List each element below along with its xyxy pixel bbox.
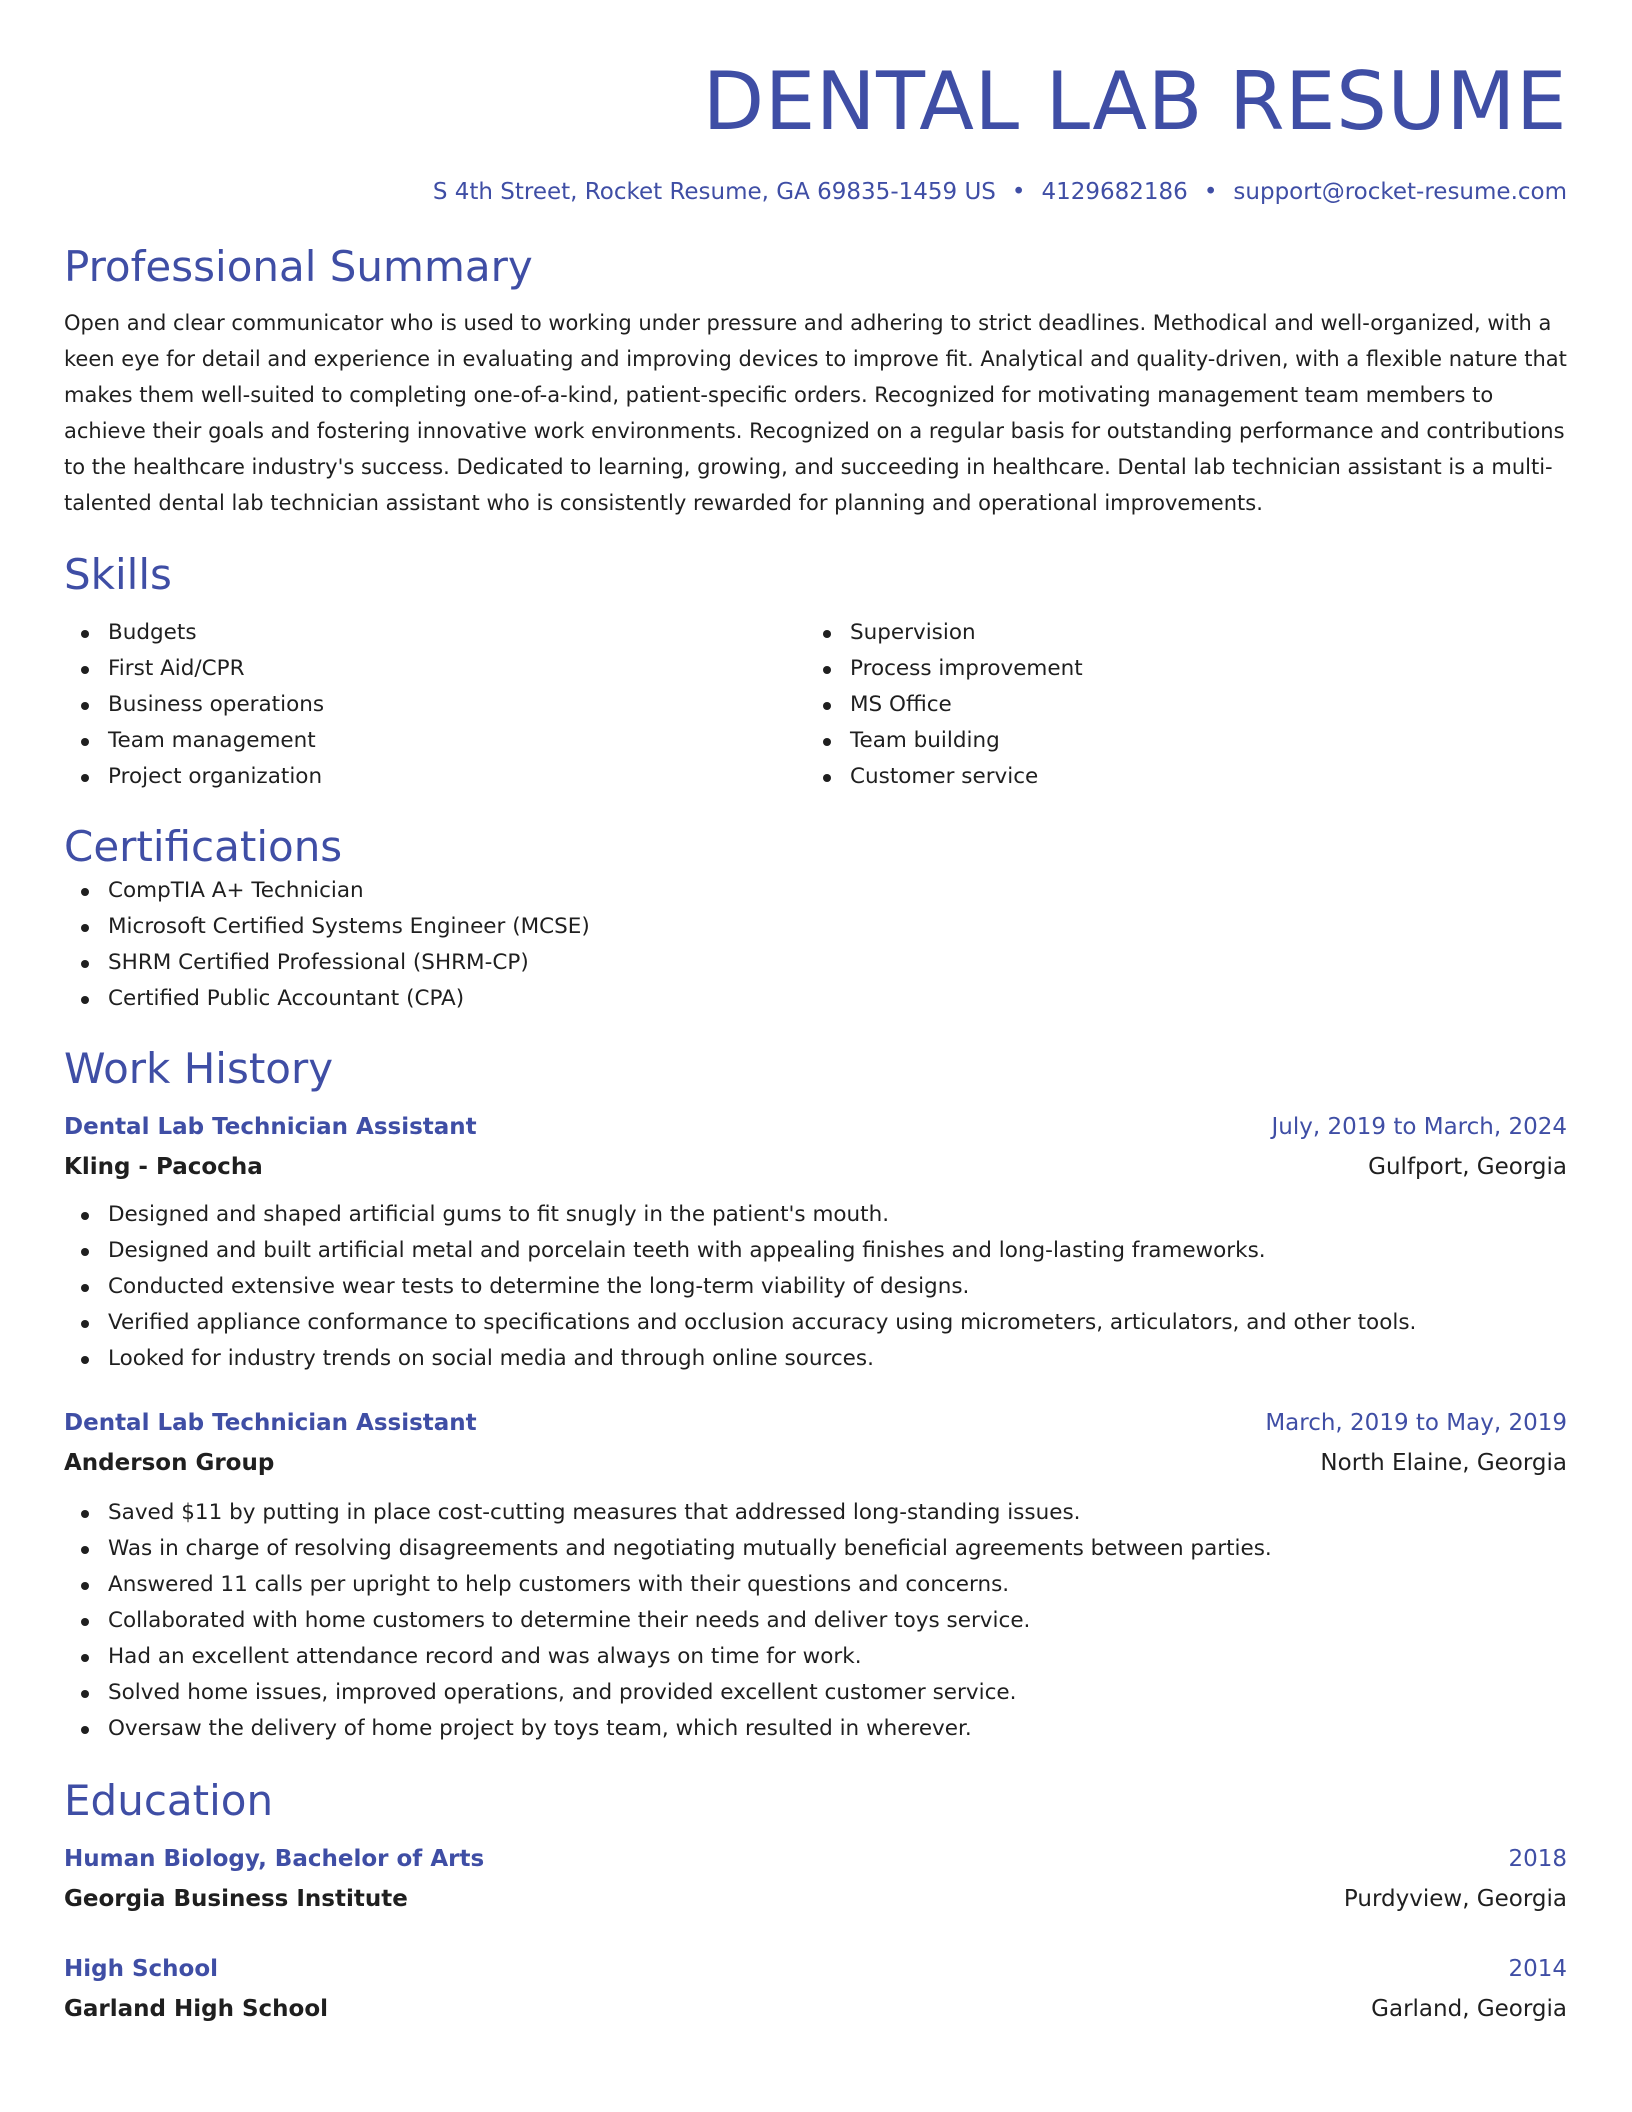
work-history-section (64, 1043, 1567, 1747)
skills-section (64, 549, 1567, 795)
skill-item: First Aid/CPR (64, 651, 806, 687)
job-dates: March, 2019 to May, 2019 (1265, 1410, 1567, 1436)
skill-item: Project organization (64, 759, 806, 795)
contact-separator: • (1203, 179, 1218, 205)
contact-phone: 4129682186 (1041, 179, 1188, 205)
contact-separator: • (1011, 179, 1026, 205)
certification-item: SHRM Certified Professional (SHRM-CP) (64, 945, 1567, 981)
education-school: Garland High School (64, 1996, 329, 2022)
summary-text: Open and clear communicator who is used to working under pressure and adhering to strict deadlines. Methodical and well-organized, with a keen eye for detail and experience in evaluating and improving devices to improve fit. Analytical and quality-driven, with a flexible nature that makes them well-suited to completing one-of-a-kind, patient-specific orders. Recognized for motivating management team members to achieve their goals and fostering innovative work environments. Recognized on a regular basis for outstanding performance and contributions to the healthcare industry's success. Dedicated to learning, growing, and succeeding in healthcare. Dental lab technician assistant is a multi-talented dental lab technician assistant who is consistently rewarded for planning and operational improvements. (64, 311, 1567, 515)
education-school: Georgia Business Institute (64, 1886, 408, 1912)
education-degree-row (64, 1839, 1567, 1879)
education-location: Garland, Georgia (1371, 1996, 1567, 2022)
skill-item: Team building (806, 723, 1548, 759)
job-bullet: Collaborated with home customers to determine their needs and deliver toys service. (64, 1603, 1567, 1639)
education-location: Purdyview, Georgia (1343, 1886, 1567, 1912)
skills-list-left (64, 615, 806, 795)
skill-item: Business operations (64, 687, 806, 723)
job-bullet: Looked for industry trends on social media and through online sources. (64, 1341, 1567, 1377)
skills-list-right (806, 615, 1548, 795)
job-location: Gulfport, Georgia (1368, 1154, 1567, 1180)
job-bullet: Oversaw the delivery of home project by toys team, which resulted in wherever. (64, 1711, 1567, 1747)
job-bullet: Verified appliance conformance to specifications and occlusion accuracy using micrometers, articulators, and other tools. (64, 1305, 1567, 1341)
skills-heading: Skills (64, 550, 172, 599)
certifications-section (64, 821, 1567, 1017)
education-year: 2014 (1508, 1956, 1567, 1982)
contact-email: support@rocket-resume.com (1233, 179, 1567, 205)
education-school-row (64, 1989, 1567, 2029)
skills-grid (64, 615, 1567, 795)
education-school-row (64, 1879, 1567, 1919)
work-history-heading: Work History (64, 1044, 334, 1093)
job-company-row (64, 1443, 1567, 1483)
job-bullet: Saved $11 by putting in place cost-cutting measures that addressed long-standing issues. (64, 1495, 1567, 1531)
job-title-row (64, 1107, 1567, 1147)
job-title-row (64, 1403, 1567, 1443)
certification-item: Certified Public Accountant (CPA) (64, 981, 1567, 1017)
education-heading: Education (64, 1776, 274, 1825)
skill-item: Process improvement (806, 651, 1548, 687)
certification-item: CompTIA A+ Technician (64, 873, 1567, 909)
education-degree: High School (64, 1956, 219, 1982)
job-role: Dental Lab Technician Assistant (64, 1410, 477, 1436)
certifications-heading: Certifications (64, 822, 343, 871)
resume-name: DENTAL LAB RESUME (702, 55, 1567, 148)
education-degree: Human Biology, Bachelor of Arts (64, 1846, 485, 1872)
job-bullet: Had an excellent attendance record and was always on time for work. (64, 1639, 1567, 1675)
education-entry (64, 1949, 1567, 2029)
skill-item: Team management (64, 723, 806, 759)
job-company: Anderson Group (64, 1450, 275, 1476)
education-entry (64, 1839, 1567, 1919)
job-company: Kling - Pacocha (64, 1154, 263, 1180)
summary-section (64, 241, 1567, 521)
summary-heading: Professional Summary (64, 242, 533, 291)
job-location: North Elaine, Georgia (1320, 1450, 1567, 1476)
job-company-row (64, 1147, 1567, 1187)
job-bullets (64, 1197, 1567, 1377)
job-bullet: Designed and shaped artificial gums to fit snugly in the patient's mouth. (64, 1197, 1567, 1233)
job-bullet: Was in charge of resolving disagreements and negotiating mutually beneficial agreements between parties. (64, 1531, 1567, 1567)
job-entry (64, 1403, 1567, 1747)
certifications-list (64, 873, 1567, 1017)
resume-header (64, 0, 1567, 207)
job-bullet: Conducted extensive wear tests to determine the long-term viability of designs. (64, 1269, 1567, 1305)
job-role: Dental Lab Technician Assistant (64, 1114, 477, 1140)
job-entry (64, 1107, 1567, 1377)
skill-item: MS Office (806, 687, 1548, 723)
certification-item: Microsoft Certified Systems Engineer (MCSE) (64, 909, 1567, 945)
education-degree-row (64, 1949, 1567, 1989)
job-bullet: Answered 11 calls per upright to help customers with their questions and concerns. (64, 1567, 1567, 1603)
job-dates: July, 2019 to March, 2024 (1271, 1114, 1567, 1140)
education-year: 2018 (1508, 1846, 1567, 1872)
job-bullets (64, 1495, 1567, 1747)
contact-address: S 4th Street, Rocket Resume, GA 69835-1459 US (432, 179, 996, 205)
skill-item: Supervision (806, 615, 1548, 651)
job-bullet: Designed and built artificial metal and porcelain teeth with appealing finishes and long-lasting frameworks. (64, 1233, 1567, 1269)
skill-item: Budgets (64, 615, 806, 651)
education-section (64, 1775, 1567, 2029)
skill-item: Customer service (806, 759, 1548, 795)
job-bullet: Solved home issues, improved operations, and provided excellent customer service. (64, 1675, 1567, 1711)
contact-line (64, 177, 1567, 207)
